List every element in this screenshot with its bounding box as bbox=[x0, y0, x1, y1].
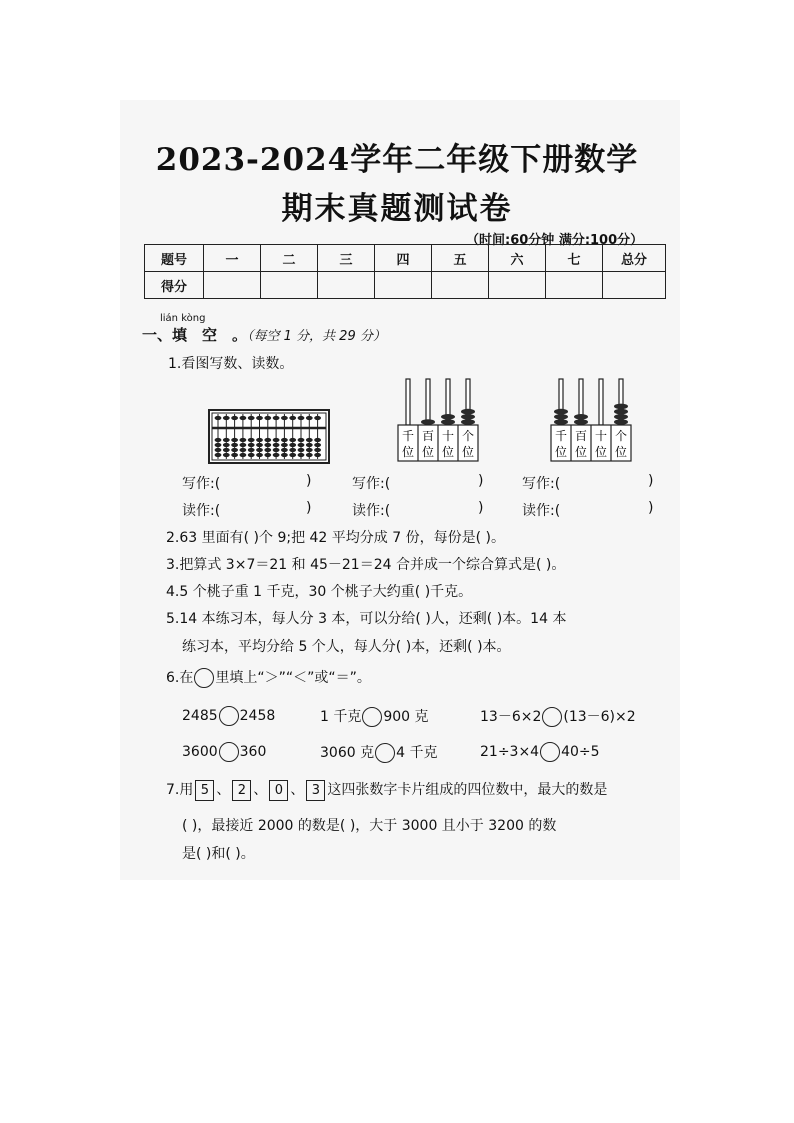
separator: 、 bbox=[216, 782, 231, 798]
abacus-bead bbox=[223, 438, 230, 442]
compare-item bbox=[480, 706, 636, 727]
compare-right: 2458 bbox=[239, 708, 276, 724]
abacus-bead bbox=[231, 453, 238, 457]
place-label: 位 bbox=[421, 445, 435, 459]
section-heading-text: 一、填 空 。 bbox=[142, 326, 248, 344]
section-pinyin: lián kòng bbox=[160, 313, 206, 324]
abacus-bead bbox=[273, 453, 280, 457]
compare-item bbox=[480, 742, 600, 762]
place-label: 位 bbox=[594, 445, 608, 459]
compare-left: 3600 bbox=[182, 744, 218, 760]
abacus-bead bbox=[281, 416, 288, 420]
close-paren: ) bbox=[648, 473, 654, 489]
place-label: 位 bbox=[574, 445, 588, 459]
counter-bead bbox=[441, 414, 455, 420]
separator: 、 bbox=[253, 782, 268, 798]
abacus-bead bbox=[289, 443, 296, 447]
abacus-bead bbox=[289, 416, 296, 420]
score-header-cell: 三 bbox=[318, 245, 375, 272]
section-heading bbox=[142, 324, 386, 345]
place-value-labels bbox=[398, 425, 478, 461]
abacus-bead bbox=[314, 443, 321, 447]
compare-item bbox=[320, 706, 429, 727]
page-title: 2023-2024学年二年级下册数学 bbox=[155, 142, 639, 178]
abacus-bead bbox=[281, 438, 288, 442]
compare-answer-circle[interactable] bbox=[362, 707, 382, 727]
score-header-cell: 一 bbox=[204, 245, 261, 272]
place-label: 位 bbox=[441, 445, 455, 459]
score-cell[interactable] bbox=[489, 272, 546, 299]
score-table-score-row bbox=[145, 272, 666, 299]
abacus-bead bbox=[264, 438, 271, 442]
place-label: 千 bbox=[554, 429, 568, 443]
abacus-bead bbox=[298, 443, 305, 447]
abacus-bead bbox=[298, 453, 305, 457]
abacus-bead bbox=[264, 453, 271, 457]
abacus-bead bbox=[273, 448, 280, 452]
place-label: 百 bbox=[574, 429, 588, 443]
question-7-line-2: ( )，最接近 2000 的数是( )，大于 3000 且小于 3200 的数 bbox=[182, 818, 557, 834]
question-2: 2.63 里面有( )个 9;把 42 平均分成 7 份，每份是( )。 bbox=[166, 530, 505, 546]
counter-bead bbox=[574, 414, 588, 420]
score-header-cell: 二 bbox=[261, 245, 318, 272]
abacus-bead bbox=[215, 453, 222, 457]
abacus-bead bbox=[231, 443, 238, 447]
counter-bead bbox=[461, 414, 475, 420]
close-paren: ) bbox=[306, 473, 312, 489]
abacus-bead bbox=[281, 448, 288, 452]
abacus-bead bbox=[306, 416, 313, 420]
question-1: 1.看图写数、读数。 bbox=[168, 356, 294, 372]
counter-abacus-2 bbox=[549, 377, 635, 463]
abacus-bead bbox=[264, 416, 271, 420]
counter-bead bbox=[554, 409, 568, 415]
abacus-bead bbox=[298, 438, 305, 442]
abacus-bead bbox=[223, 443, 230, 447]
score-cell[interactable] bbox=[318, 272, 375, 299]
section-note: （每空 1 分，共 29 分） bbox=[247, 329, 386, 344]
score-cell[interactable] bbox=[375, 272, 432, 299]
score-header-cell: 六 bbox=[489, 245, 546, 272]
place-label: 个 bbox=[461, 429, 475, 443]
compare-left: 3060 克 bbox=[320, 745, 375, 761]
write-label: 写作:( bbox=[182, 476, 221, 492]
close-paren: ) bbox=[478, 473, 484, 489]
abacus-bead bbox=[256, 443, 263, 447]
abacus-bead bbox=[248, 448, 255, 452]
compare-answer-circle[interactable] bbox=[542, 707, 562, 727]
abacus-bead bbox=[240, 448, 247, 452]
question-5-line-2: 练习本，平均分给 5 个人，每人分( )本，还剩( )本。 bbox=[182, 639, 511, 655]
place-label: 千 bbox=[401, 429, 415, 443]
abacus-bead bbox=[306, 453, 313, 457]
abacus-bead bbox=[240, 443, 247, 447]
abacus-bead bbox=[264, 448, 271, 452]
counter-bead bbox=[461, 409, 475, 415]
abacus-bead bbox=[273, 443, 280, 447]
abacus-bead bbox=[298, 416, 305, 420]
counter-bead bbox=[421, 419, 435, 425]
place-label: 个 bbox=[614, 429, 628, 443]
score-cell[interactable] bbox=[546, 272, 603, 299]
score-header-cell: 总分 bbox=[603, 245, 666, 272]
score-row-label: 得分 bbox=[145, 272, 204, 299]
counter-rod bbox=[599, 379, 603, 425]
abacus-bead bbox=[314, 438, 321, 442]
abacus-bead bbox=[240, 416, 247, 420]
score-table-header-row bbox=[145, 245, 666, 272]
compare-answer-circle[interactable] bbox=[219, 742, 239, 762]
place-label: 位 bbox=[461, 445, 475, 459]
write-label: 写作:( bbox=[352, 476, 391, 492]
abacus-bead bbox=[215, 443, 222, 447]
counter-rod bbox=[426, 379, 430, 425]
question-4: 4.5 个桃子重 1 千克，30 个桃子大约重( )千克。 bbox=[166, 584, 473, 600]
compare-left: 13－6×2 bbox=[480, 709, 542, 725]
compare-right: (13－6)×2 bbox=[563, 709, 636, 725]
question-7-line-3: 是( )和( )。 bbox=[182, 846, 255, 862]
score-header-cell: 题号 bbox=[145, 245, 204, 272]
place-label: 十 bbox=[594, 429, 608, 443]
question-6-prefix: 6.在 bbox=[166, 670, 194, 686]
close-paren: ) bbox=[306, 500, 312, 516]
abacus-bead bbox=[281, 443, 288, 447]
write-label: 写作:( bbox=[522, 476, 561, 492]
abacus-bead bbox=[248, 443, 255, 447]
close-paren: ) bbox=[648, 500, 654, 516]
compare-right: 360 bbox=[239, 744, 267, 760]
score-header-cell: 七 bbox=[546, 245, 603, 272]
abacus-bead bbox=[264, 443, 271, 447]
score-cell[interactable] bbox=[261, 272, 318, 299]
counter-bead bbox=[461, 419, 475, 425]
abacus-bead bbox=[215, 438, 222, 442]
place-label: 百 bbox=[421, 429, 435, 443]
abacus-bead bbox=[306, 448, 313, 452]
question-7-line-1 bbox=[166, 779, 607, 801]
digit-card: 5 bbox=[195, 780, 214, 801]
abacus-bead bbox=[314, 448, 321, 452]
score-cell[interactable] bbox=[603, 272, 666, 299]
compare-item bbox=[182, 706, 275, 726]
abacus-bead bbox=[231, 448, 238, 452]
place-label: 十 bbox=[441, 429, 455, 443]
compare-answer-circle[interactable] bbox=[375, 743, 395, 763]
abacus-bead bbox=[248, 453, 255, 457]
digit-card: 3 bbox=[306, 780, 325, 801]
compare-answer-circle[interactable] bbox=[219, 706, 239, 726]
abacus-bead bbox=[231, 416, 238, 420]
place-value-labels bbox=[551, 425, 631, 461]
score-cell[interactable] bbox=[432, 272, 489, 299]
suanpan-abacus bbox=[208, 409, 330, 464]
compare-right: 900 克 bbox=[383, 709, 429, 725]
question-3: 3.把算式 3×7＝21 和 45－21＝24 合并成一个综合算式是( )。 bbox=[166, 557, 566, 573]
question-7-prefix: 7.用 bbox=[166, 782, 194, 798]
read-label: 读作:( bbox=[182, 503, 221, 519]
counter-rod bbox=[406, 379, 410, 425]
place-label: 位 bbox=[554, 445, 568, 459]
abacus-bead bbox=[223, 453, 230, 457]
abacus-bead bbox=[289, 438, 296, 442]
abacus-bead bbox=[289, 453, 296, 457]
abacus-bead bbox=[240, 453, 247, 457]
digit-card: 0 bbox=[269, 780, 288, 801]
page-subtitle: 期末真题测试卷 bbox=[281, 191, 513, 227]
abacus-bead bbox=[289, 448, 296, 452]
counter-abacus-1 bbox=[396, 377, 482, 463]
abacus-bead bbox=[306, 443, 313, 447]
abacus-bead bbox=[298, 448, 305, 452]
abacus-bead bbox=[306, 438, 313, 442]
compare-item bbox=[320, 742, 437, 763]
compare-circle-icon bbox=[194, 668, 214, 688]
abacus-bead bbox=[256, 448, 263, 452]
score-header-cell: 五 bbox=[432, 245, 489, 272]
compare-right: 4 千克 bbox=[396, 745, 438, 761]
compare-right: 40÷5 bbox=[561, 744, 600, 760]
counter-bead bbox=[614, 414, 628, 420]
counter-bead bbox=[554, 419, 568, 425]
abacus-bead bbox=[223, 416, 230, 420]
abacus-bead bbox=[223, 448, 230, 452]
score-header-cell: 四 bbox=[375, 245, 432, 272]
abacus-bead bbox=[256, 416, 263, 420]
abacus-bead bbox=[256, 453, 263, 457]
compare-item bbox=[182, 742, 266, 762]
compare-left: 1 千克 bbox=[320, 709, 362, 725]
compare-answer-circle[interactable] bbox=[540, 742, 560, 762]
place-label: 位 bbox=[401, 445, 415, 459]
counter-bead bbox=[614, 419, 628, 425]
separator: 、 bbox=[290, 782, 305, 798]
abacus-bead bbox=[215, 416, 222, 420]
abacus-bead bbox=[256, 438, 263, 442]
abacus-bead bbox=[248, 438, 255, 442]
abacus-bead bbox=[248, 416, 255, 420]
abacus-bead bbox=[281, 453, 288, 457]
counter-bead bbox=[574, 419, 588, 425]
compare-left: 2485 bbox=[182, 708, 218, 724]
abacus-bead bbox=[314, 416, 321, 420]
read-label: 读作:( bbox=[352, 503, 391, 519]
abacus-bead bbox=[314, 453, 321, 457]
close-paren: ) bbox=[478, 500, 484, 516]
question-5-line-1: 5.14 本练习本，每人分 3 本，可以分给( )人，还剩( )本。14 本 bbox=[166, 611, 567, 627]
abacus-bead bbox=[273, 416, 280, 420]
score-cell[interactable] bbox=[204, 272, 261, 299]
read-label: 读作:( bbox=[522, 503, 561, 519]
counter-bead bbox=[614, 409, 628, 415]
digit-card: 2 bbox=[232, 780, 251, 801]
time-info: （时间:60分钟 满分:100分） bbox=[466, 233, 644, 248]
abacus-bead bbox=[231, 438, 238, 442]
score-table bbox=[144, 244, 666, 299]
question-6-text: 里填上“＞”“＜”或“＝”。 bbox=[215, 670, 371, 686]
compare-left: 21÷3×4 bbox=[480, 744, 540, 760]
counter-bead bbox=[614, 404, 628, 410]
counter-bead bbox=[441, 419, 455, 425]
question-6 bbox=[166, 667, 371, 688]
abacus-bead bbox=[240, 438, 247, 442]
abacus-bead bbox=[215, 448, 222, 452]
question-7-text: 这四张数字卡片组成的四位数中，最大的数是 bbox=[327, 782, 608, 798]
place-label: 位 bbox=[614, 445, 628, 459]
counter-bead bbox=[554, 414, 568, 420]
abacus-bead bbox=[273, 438, 280, 442]
